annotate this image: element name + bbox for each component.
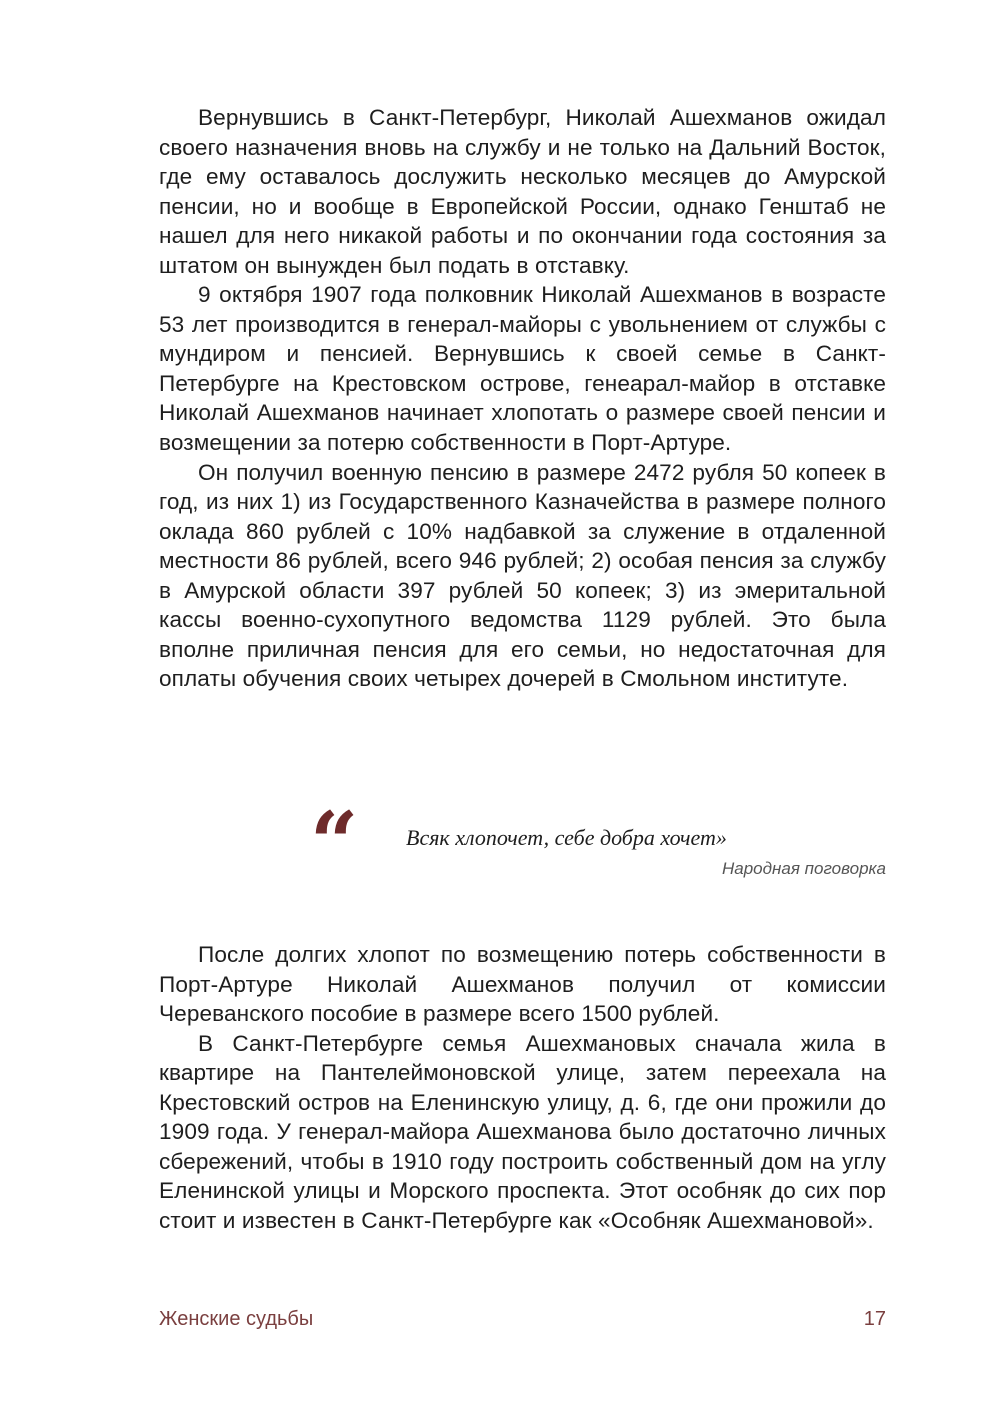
page-number: 17: [863, 1308, 886, 1330]
paragraph: Вернувшись в Санкт-Петербург, Николай Ашехманов ожидал своего назначения вновь на службу и не только на Дальний Восток, где ему оставалось дослужить несколько месяцев до Амурской пенсии, но и вообще в Европейской России, однако Генштаб не нашел для него никакой работы и по окончании года состояния за штатом он вынужден был подать в отставку.: [159, 105, 886, 278]
paragraph: После долгих хлопот по возмещению потерь собственности в Порт-Артуре Николай Ашехманов получил от комиссии Черeванского пособие в размере всего 1500 рублей.: [159, 942, 886, 1027]
epigraph-quote: [310, 793, 886, 895]
quote-source: Народная поговорка: [722, 859, 886, 878]
running-footer-title: Женские судьбы: [159, 1308, 314, 1330]
paragraph: Он получил военную пенсию в размере 2472 рубля 50 копеек в год, из них 1) из Государственного Казначейства в размере полного оклада 860 рублей с 10% надбавкой за служение в отдаленной местности 86 рублей, всего 946 рублей; 2) особая пенсия за службу в Амурской области 397 рублей 50 копеек; 3) из эмеритальной кассы военно-сухопутного ведомства 1129 рублей. Это была вполне приличная пенсия для его семьи, но недостаточная для оплаты обучения своих четырех дочерей в Смольном институте.: [159, 459, 886, 692]
text-block-top: [159, 103, 886, 694]
paragraph: 9 октября 1907 года полковник Николай Ашехманов в возрасте 53 лет производится в генерал-майоры с увольнением от службы с мундиром и пенсией. Вернувшись к своей семье в Санкт-Петербурге на Крестовском острове, генеарал-майор в отставке Николай Ашехманов начинает хлопотать о размере своей пенсии и возмещении за потерю собственности в Порт-Артуре.: [159, 282, 886, 456]
text-block-bottom: [159, 940, 886, 1235]
quote-text: Всяк хлопочет, себе добра хочет»: [406, 825, 727, 850]
quote-mark-icon: “: [310, 793, 359, 892]
paragraph: В Санкт-Петербурге семья Ашехмановых сначала жила в квартире на Пантелеймоновской улице, затем переехала на Крестовский остров на Еленинскую улицу, д. 6, где они прожили до 1909 года. У генерал-майора Ашехманова было достаточно личных сбережений, чтобы в 1910 году построить собственный дом на углу Еленинской улицы и Морского проспекта. Этот особняк до сих пор стоит и известен в Санкт-Петербурге как «Особняк Ашехмановой».: [159, 1030, 886, 1233]
